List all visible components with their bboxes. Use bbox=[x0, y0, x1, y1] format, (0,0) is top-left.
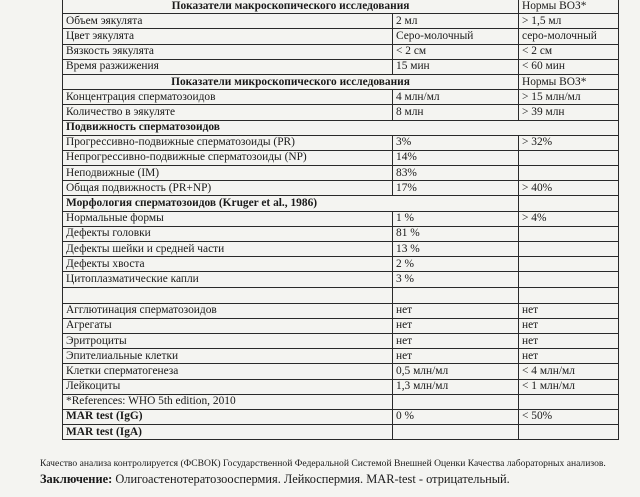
mar-iga-value bbox=[393, 425, 519, 440]
macro-header-row bbox=[63, 0, 619, 14]
param-norm bbox=[519, 226, 619, 241]
param-name: Эпителиальные клетки bbox=[63, 349, 393, 364]
param-value: нет bbox=[393, 303, 519, 318]
param-norm: > 4% bbox=[519, 211, 619, 226]
param-value: 3 % bbox=[393, 272, 519, 287]
table-row bbox=[63, 44, 619, 59]
param-name: Дефекты шейки и средней части bbox=[63, 242, 393, 257]
table-row bbox=[63, 379, 619, 394]
param-value: 17% bbox=[393, 181, 519, 196]
table-row bbox=[63, 166, 619, 181]
motility-section-title: Подвижность сперматозоидов bbox=[63, 120, 619, 135]
mar-iga-name: MAR test (IgA) bbox=[63, 425, 393, 440]
param-value: 15 мин bbox=[393, 59, 519, 74]
param-value: 4 млн/мл bbox=[393, 90, 519, 105]
table-row bbox=[63, 333, 619, 348]
param-name: Цитоплазматические капли bbox=[63, 272, 393, 287]
param-name: Время разжижения bbox=[63, 59, 393, 74]
mar-igg-name: MAR test (IgG) bbox=[63, 409, 393, 424]
param-norm bbox=[519, 166, 619, 181]
param-name: Неподвижные (IM) bbox=[63, 166, 393, 181]
param-value: 0,5 млн/мл bbox=[393, 364, 519, 379]
param-value: нет bbox=[393, 349, 519, 364]
param-name: Эритроциты bbox=[63, 333, 393, 348]
table-row bbox=[63, 211, 619, 226]
param-name: Непрогрессивно-подвижные сперматозоиды (NP) bbox=[63, 150, 393, 165]
param-norm: нет bbox=[519, 349, 619, 364]
table-row bbox=[63, 29, 619, 44]
param-name: Цвет эякулята bbox=[63, 29, 393, 44]
param-value: 2 мл bbox=[393, 14, 519, 29]
table-row bbox=[63, 364, 619, 379]
references-row bbox=[63, 394, 619, 409]
quality-control-note: Качество анализа контролируется (ФСВОК) Государственной Федеральной Системой Внешней Оценки Качества лабораторных анализов. bbox=[40, 458, 606, 469]
table-row bbox=[63, 226, 619, 241]
param-name: Концентрация сперматозоидов bbox=[63, 90, 393, 105]
conclusion bbox=[40, 472, 510, 487]
param-value: нет bbox=[393, 318, 519, 333]
references-note: *References: WHO 5th edition, 2010 bbox=[63, 394, 393, 409]
mar-igg-value: 0 % bbox=[393, 409, 519, 424]
spacer-row bbox=[63, 287, 619, 303]
table-row bbox=[63, 257, 619, 272]
micro-header-row bbox=[63, 74, 619, 89]
param-name: Прогрессивно-подвижные сперматозоиды (PR) bbox=[63, 135, 393, 150]
conclusion-label: Заключение: bbox=[40, 472, 113, 486]
table-row bbox=[63, 425, 619, 440]
table-row bbox=[63, 59, 619, 74]
param-norm: > 40% bbox=[519, 181, 619, 196]
param-norm: > 15 млн/мл bbox=[519, 90, 619, 105]
param-name: Объем эякулята bbox=[63, 14, 393, 29]
param-norm: < 1 млн/мл bbox=[519, 379, 619, 394]
param-name: Общая подвижность (PR+NP) bbox=[63, 181, 393, 196]
param-norm: > 39 млн bbox=[519, 105, 619, 120]
semen-analysis-table bbox=[62, 0, 619, 440]
micro-norm-title: Нормы ВОЗ* bbox=[519, 74, 619, 89]
table-row bbox=[63, 135, 619, 150]
param-norm bbox=[519, 257, 619, 272]
param-name: Количество в эякуляте bbox=[63, 105, 393, 120]
macro-norm-title: Нормы ВОЗ* bbox=[519, 0, 619, 14]
param-norm: > 32% bbox=[519, 135, 619, 150]
table-row bbox=[63, 150, 619, 165]
mar-iga-norm bbox=[519, 425, 619, 440]
param-name: Нормальные формы bbox=[63, 211, 393, 226]
table-row bbox=[63, 318, 619, 333]
param-value: 1,3 млн/мл bbox=[393, 379, 519, 394]
param-norm: < 2 см bbox=[519, 44, 619, 59]
param-value: < 2 см bbox=[393, 44, 519, 59]
param-norm: нет bbox=[519, 303, 619, 318]
morphology-section-title: Морфология сперматозоидов (Kruger et al., 1986) bbox=[63, 196, 519, 211]
morphology-header-row bbox=[63, 196, 619, 211]
param-norm: нет bbox=[519, 333, 619, 348]
param-name: Дефекты головки bbox=[63, 226, 393, 241]
param-value: 83% bbox=[393, 166, 519, 181]
param-norm bbox=[519, 242, 619, 257]
table-row bbox=[63, 409, 619, 424]
table-row bbox=[63, 14, 619, 29]
mar-igg-norm: < 50% bbox=[519, 409, 619, 424]
param-name: Клетки сперматогенеза bbox=[63, 364, 393, 379]
param-name: Вязкость эякулята bbox=[63, 44, 393, 59]
param-name: Лейкоциты bbox=[63, 379, 393, 394]
motility-header-row bbox=[63, 120, 619, 135]
param-norm: серо-молочный bbox=[519, 29, 619, 44]
macro-section-title: Показатели макроскопического исследования bbox=[63, 0, 519, 14]
param-value: 14% bbox=[393, 150, 519, 165]
param-norm bbox=[519, 150, 619, 165]
param-name: Агглютинация сперматозоидов bbox=[63, 303, 393, 318]
param-value: нет bbox=[393, 333, 519, 348]
param-value: Серо-молочный bbox=[393, 29, 519, 44]
param-name: Агрегаты bbox=[63, 318, 393, 333]
conclusion-text: Олигоастенотератозооспермия. Лейкоспермия. MAR-test - отрицательный. bbox=[112, 472, 510, 486]
table-row bbox=[63, 272, 619, 287]
table-row bbox=[63, 303, 619, 318]
table-row bbox=[63, 181, 619, 196]
param-norm bbox=[519, 272, 619, 287]
micro-section-title: Показатели микроскопического исследования bbox=[63, 74, 519, 89]
table-row bbox=[63, 105, 619, 120]
table-row bbox=[63, 349, 619, 364]
param-value: 8 млн bbox=[393, 105, 519, 120]
param-value: 81 % bbox=[393, 226, 519, 241]
param-norm: > 1,5 мл bbox=[519, 14, 619, 29]
param-name: Дефекты хвоста bbox=[63, 257, 393, 272]
param-norm: < 4 млн/мл bbox=[519, 364, 619, 379]
param-norm: нет bbox=[519, 318, 619, 333]
table-row bbox=[63, 90, 619, 105]
param-value: 2 % bbox=[393, 257, 519, 272]
param-value: 1 % bbox=[393, 211, 519, 226]
param-norm: < 60 мин bbox=[519, 59, 619, 74]
param-value: 3% bbox=[393, 135, 519, 150]
table-row bbox=[63, 242, 619, 257]
param-value: 13 % bbox=[393, 242, 519, 257]
